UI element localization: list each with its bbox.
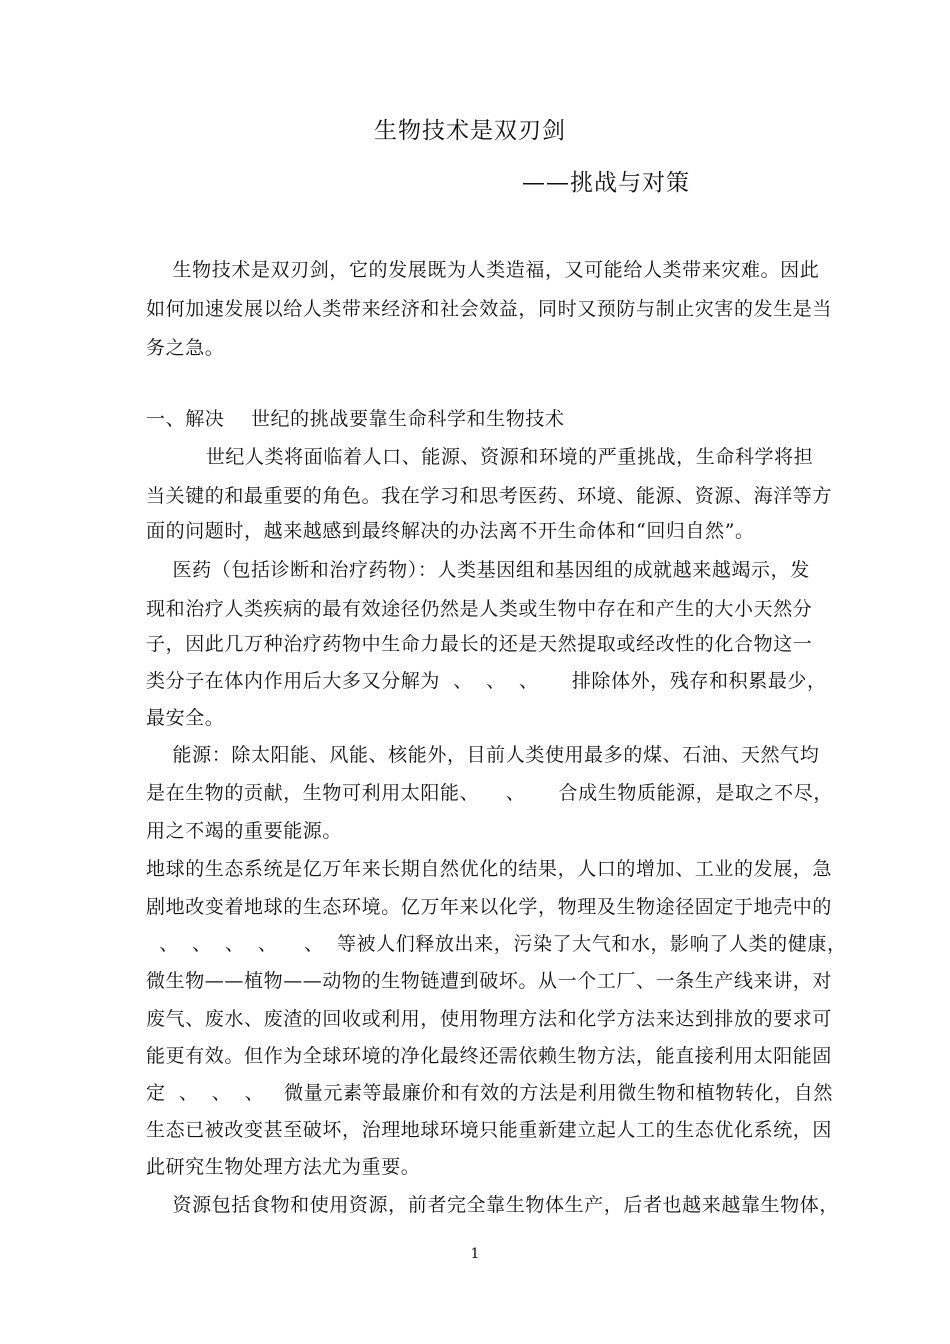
- section-heading: 一、解决 世纪的挑战要靠生命科学和生物技术: [146, 408, 565, 430]
- body-line: 面的问题时，越来越感到最终解决的办法离不开生命体和“回归自然”。: [146, 520, 755, 542]
- body-line: 微生物——植物——动物的生物链遭到破坏。从一个工厂、一条生产线来讲，对: [146, 970, 833, 992]
- body-line: 是在生物的贡献，生物可利用太阳能、 、 合成生物质能源，是取之不尽，: [146, 782, 833, 804]
- body-line: 生物技术是双刃剑，它的发展既为人类造福，又可能给人类带来灾难。因此: [146, 259, 820, 281]
- body-line: 如何加速发展以给人类带来经济和社会效益，同时又预防与制止灾害的发生是当: [146, 298, 833, 320]
- body-line: 医药（包括诊断和治疗药物）：人类基因组和基因组的成就越来越竭示，发: [146, 559, 810, 581]
- body-line: 资源包括食物和使用资源，前者完全靠生物体生产，后者也越来越靠生物体，: [146, 1194, 839, 1216]
- body-line: 子，因此几万种治疗药物中生命力最长的还是天然提取或经改性的化合物这一: [146, 633, 813, 655]
- body-line: 世纪人类将面临着人口、能源、资源和环境的严重挑战，生命科学将担: [146, 446, 814, 468]
- document-title: 生物技术是双刃剑: [374, 118, 566, 144]
- body-line: 类分子在体内作用后大多又分解为 、 、 、 排除体外，残存和积累最少，: [146, 670, 827, 692]
- body-line: 、 、 、 、 、 等被人们释放出来，污染了大气和水，影响了人类的健康，: [146, 933, 847, 955]
- body-line: 用之不竭的重要能源。: [146, 820, 343, 842]
- page-number: 1: [470, 1246, 480, 1262]
- body-line: 剧地改变着地球的生态环境。亿万年来以化学，物理及生物途径固定于地壳中的: [146, 896, 833, 918]
- body-line: 地球的生态系统是亿万年来长期自然优化的结果，人口的增加、工业的发展，急: [146, 858, 833, 880]
- body-line: 现和治疗人类疾病的最有效途径仍然是人类或生物中存在和产生的大小天然分: [146, 598, 813, 620]
- body-line: 生态已被改变甚至破坏，治理地球环境只能重新建立起人工的生态优化系统，因: [146, 1119, 833, 1141]
- body-line: 务之急。: [146, 337, 225, 359]
- body-line: 定 、 、 、 微量元素等最廉价和有效的方法是利用微生物和植物转化，自然: [146, 1082, 833, 1104]
- body-line: 废气、废水、废渣的回收或利用，使用物理方法和化学方法来达到排放的要求可: [146, 1008, 833, 1030]
- body-line: 能源：除太阳能、风能、核能外，目前人类使用最多的煤、石油、天然气均: [146, 744, 820, 766]
- body-line: 此研究生物处理方法尤为重要。: [146, 1156, 421, 1178]
- body-line: 当关键的和最重要的角色。我在学习和思考医药、环境、能源、资源、海洋等方: [146, 485, 833, 507]
- body-line: 能更有效。但作为全球环境的净化最终还需依赖生物方法，能直接利用太阳能固: [146, 1045, 833, 1067]
- body-line: 最安全。: [146, 707, 225, 729]
- document-subtitle: ——挑战与对策: [522, 170, 690, 196]
